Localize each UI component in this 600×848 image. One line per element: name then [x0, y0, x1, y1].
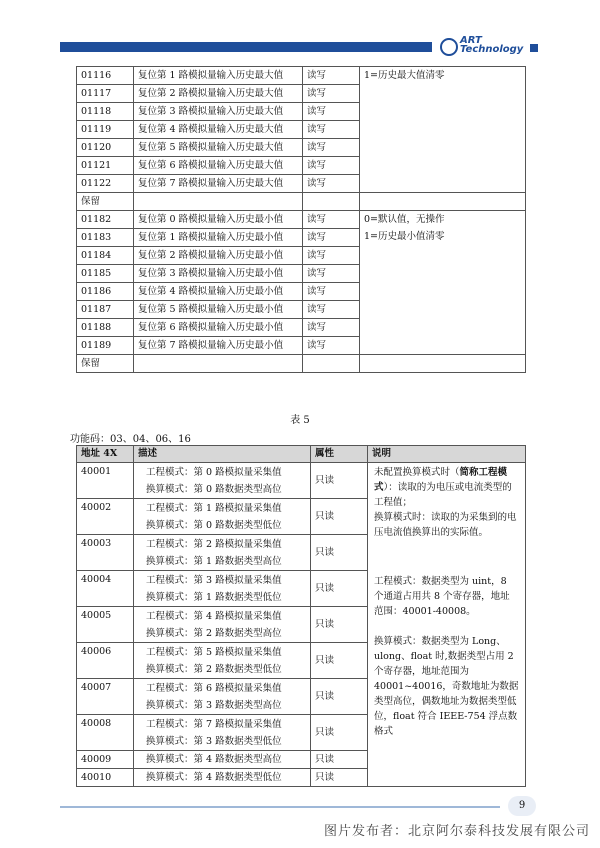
- attr-cell: 只读: [311, 643, 368, 679]
- addr-cell: 01118: [77, 103, 134, 121]
- desc-line: 工程模式：第 6 路模拟量采集值: [146, 682, 282, 694]
- reserved-row: [77, 193, 526, 211]
- attr-cell: 只读: [311, 499, 368, 535]
- desc-cell: 换算模式：第 4 路数据类型高位: [134, 751, 311, 769]
- register-table-1: [76, 66, 526, 373]
- desc-cell: 复位第 3 路模拟量输入历史最大值: [134, 103, 303, 121]
- addr-cell: 40009: [77, 751, 134, 769]
- page-number: 9: [508, 796, 536, 816]
- note-cell: [368, 463, 526, 787]
- logo-line1: ART: [460, 35, 482, 46]
- desc-cell: 复位第 4 路模拟量输入历史最小值: [134, 283, 303, 301]
- desc-line: 工程模式：第 2 路模拟量采集值: [146, 538, 282, 550]
- note-cell: [360, 67, 526, 193]
- addr-cell: 01187: [77, 301, 134, 319]
- desc-line: 工程模式：第 3 路模拟量采集值: [146, 574, 282, 586]
- note-cell: [360, 211, 526, 355]
- desc-line: 换算模式：第 1 路数据类型高位: [146, 555, 282, 567]
- note-paragraph: 换算模式：数据类型为 Long、ulong、float 时,数据类型占用 2 个寄存器，地址范围为 40001~40016，奇数地址为数据类型高位，偶数地址为数据类型低位，float 符合 IEEE-754 浮点数格式: [374, 636, 519, 737]
- attr-cell: 读写: [303, 103, 360, 121]
- desc-cell: 换算模式：第 4 路数据类型低位: [134, 769, 311, 787]
- addr-cell: 01184: [77, 247, 134, 265]
- attr-cell: 读写: [303, 157, 360, 175]
- desc-cell: 复位第 7 路模拟量输入历史最小值: [134, 337, 303, 355]
- attr-cell: 只读: [311, 535, 368, 571]
- addr-cell: 01121: [77, 157, 134, 175]
- empty-cell: [134, 193, 303, 211]
- addr-cell: 40010: [77, 769, 134, 787]
- table-row: [77, 463, 526, 499]
- note-bold: 简称工程模式: [374, 467, 508, 493]
- attr-cell: 读写: [303, 337, 360, 355]
- addr-cell: 01189: [77, 337, 134, 355]
- desc-cell: [134, 679, 311, 715]
- empty-cell: [303, 193, 360, 211]
- desc-line: 换算模式：第 1 路数据类型低位: [146, 591, 282, 603]
- desc-cell: 复位第 6 路模拟量输入历史最小值: [134, 319, 303, 337]
- attr-cell: 只读: [311, 715, 368, 751]
- empty-cell: [360, 193, 526, 211]
- desc-cell: 复位第 5 路模拟量输入历史最小值: [134, 301, 303, 319]
- desc-cell: 复位第 1 路模拟量输入历史最大值: [134, 67, 303, 85]
- header-addr: 地址 4X: [77, 446, 134, 463]
- desc-line: 工程模式：第 7 路模拟量采集值: [146, 718, 282, 730]
- logo-mark-icon: [440, 38, 458, 56]
- desc-cell: [134, 535, 311, 571]
- addr-cell: 01182: [77, 211, 134, 229]
- addr-cell: 01116: [77, 67, 134, 85]
- addr-cell: 01117: [77, 85, 134, 103]
- desc-line: 换算模式：第 3 路数据类型低位: [146, 735, 282, 747]
- desc-cell: 复位第 4 路模拟量输入历史最大值: [134, 121, 303, 139]
- desc-cell: 复位第 2 路模拟量输入历史最大值: [134, 85, 303, 103]
- attr-cell: 读写: [303, 85, 360, 103]
- desc-line: 换算模式：第 2 路数据类型低位: [146, 663, 282, 675]
- attr-cell: 读写: [303, 319, 360, 337]
- addr-cell: 40001: [77, 463, 134, 499]
- attr-cell: 读写: [303, 211, 360, 229]
- empty-cell: [360, 355, 526, 373]
- reserved-cell: 保留: [77, 355, 134, 373]
- attr-cell: 读写: [303, 121, 360, 139]
- note-paragraph: [374, 465, 519, 510]
- reserved-cell: 保留: [77, 193, 134, 211]
- attr-cell: 只读: [311, 679, 368, 715]
- desc-cell: [134, 463, 311, 499]
- desc-line: 工程模式：第 4 路模拟量采集值: [146, 610, 282, 622]
- attr-cell: 只读: [311, 463, 368, 499]
- attr-cell: 读写: [303, 139, 360, 157]
- note-line: 1=历史最小值清零: [364, 231, 445, 242]
- attr-cell: 读写: [303, 229, 360, 247]
- desc-cell: [134, 715, 311, 751]
- header-note: 说明: [368, 446, 526, 463]
- desc-line: 换算模式：第 2 路数据类型高位: [146, 627, 282, 639]
- desc-cell: 复位第 6 路模拟量输入历史最大值: [134, 157, 303, 175]
- addr-cell: 40002: [77, 499, 134, 535]
- desc-cell: [134, 643, 311, 679]
- header-attr: 属性: [311, 446, 368, 463]
- table-header-row: [77, 446, 526, 463]
- addr-cell: 01122: [77, 175, 134, 193]
- empty-cell: [303, 355, 360, 373]
- header-square: [530, 44, 538, 52]
- reserved-row: [77, 355, 526, 373]
- header-bar: [60, 42, 432, 52]
- desc-cell: 复位第 2 路模拟量输入历史最小值: [134, 247, 303, 265]
- addr-cell: 40004: [77, 571, 134, 607]
- desc-line: 换算模式：第 0 路数据类型低位: [146, 519, 282, 531]
- attr-cell: 只读: [311, 751, 368, 769]
- register-table-2: [76, 445, 526, 787]
- header-desc: 描述: [134, 446, 311, 463]
- desc-line: 工程模式：第 1 路模拟量采集值: [146, 502, 282, 514]
- desc-cell: [134, 499, 311, 535]
- attr-cell: 读写: [303, 175, 360, 193]
- function-codes: 功能码：03、04、06、16: [70, 434, 191, 445]
- addr-cell: 01186: [77, 283, 134, 301]
- note-text: 未配置换算模式时（: [374, 467, 460, 478]
- addr-cell: 40003: [77, 535, 134, 571]
- empty-cell: [134, 355, 303, 373]
- logo-line2: Technology: [460, 44, 524, 55]
- desc-cell: [134, 607, 311, 643]
- addr-cell: 40008: [77, 715, 134, 751]
- desc-line: 换算模式：第 0 路数据类型高位: [146, 483, 282, 495]
- table-row: [77, 211, 526, 229]
- attr-cell: 只读: [311, 571, 368, 607]
- note-line: 0=默认值，无操作: [364, 214, 445, 225]
- desc-cell: 复位第 5 路模拟量输入历史最大值: [134, 139, 303, 157]
- table-row: [77, 67, 526, 85]
- desc-cell: 复位第 3 路模拟量输入历史最小值: [134, 265, 303, 283]
- note-text: ）：读取的为电压或电流类型的工程值；: [374, 482, 512, 508]
- addr-cell: 01188: [77, 319, 134, 337]
- desc-cell: 复位第 1 路模拟量输入历史最小值: [134, 229, 303, 247]
- desc-cell: 复位第 0 路模拟量输入历史最小值: [134, 211, 303, 229]
- attr-cell: 只读: [311, 769, 368, 787]
- addr-cell: 01120: [77, 139, 134, 157]
- desc-line: 换算模式：第 3 路数据类型高位: [146, 699, 282, 711]
- note-paragraph: 换算模式时：读取的为采集到的电压电流值换算出的实际值。: [374, 512, 517, 538]
- desc-cell: [134, 571, 311, 607]
- footer-line: [60, 806, 500, 808]
- desc-line: 工程模式：第 5 路模拟量采集值: [146, 646, 282, 658]
- attr-cell: 读写: [303, 283, 360, 301]
- addr-cell: 01185: [77, 265, 134, 283]
- addr-cell: 40006: [77, 643, 134, 679]
- table-caption: 表 5: [290, 415, 310, 426]
- desc-cell: 复位第 7 路模拟量输入历史最大值: [134, 175, 303, 193]
- attr-cell: 读写: [303, 265, 360, 283]
- addr-cell: 40005: [77, 607, 134, 643]
- addr-cell: 01119: [77, 121, 134, 139]
- note-paragraph: 工程模式：数据类型为 uint，8 个通道占用共 8 个寄存器，地址范围：40001-40008。: [374, 576, 510, 617]
- attr-cell: 读写: [303, 247, 360, 265]
- publisher-footer: 图片发布者：北京阿尔泰科技发展有限公司: [323, 824, 590, 839]
- addr-cell: 01183: [77, 229, 134, 247]
- desc-line: 工程模式：第 0 路模拟量采集值: [146, 466, 282, 478]
- note-line: 1=历史最大值清零: [364, 70, 445, 81]
- attr-cell: 只读: [311, 607, 368, 643]
- attr-cell: 读写: [303, 301, 360, 319]
- attr-cell: 读写: [303, 67, 360, 85]
- addr-cell: 40007: [77, 679, 134, 715]
